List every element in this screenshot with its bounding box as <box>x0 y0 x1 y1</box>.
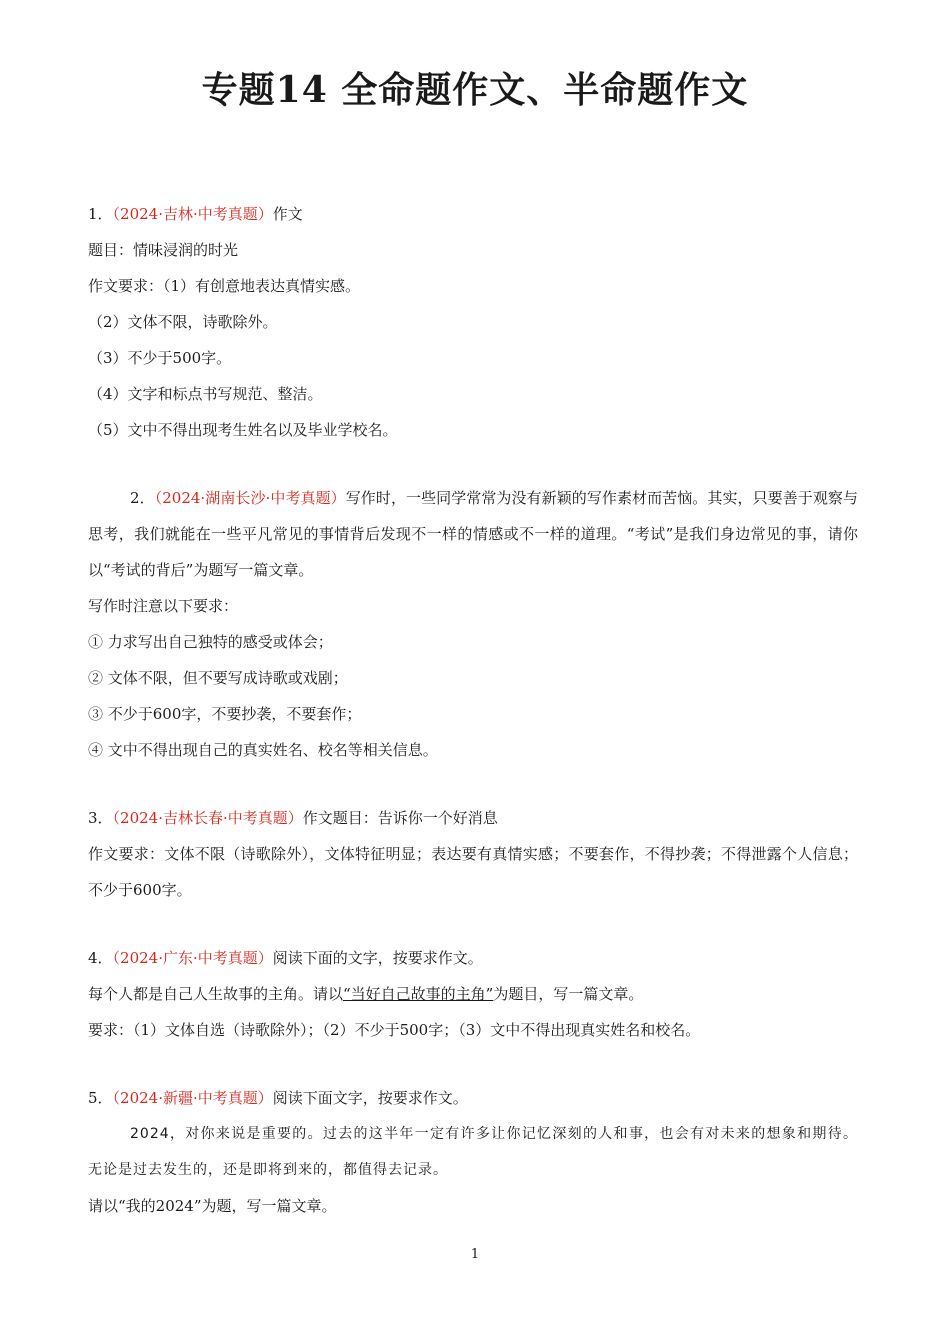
question-number: 4． <box>88 949 113 967</box>
question-header <box>88 480 858 588</box>
question-number: 2． <box>130 489 155 507</box>
question-line: ② 文体不限，但不要写成诗歌或戏剧； <box>88 669 348 687</box>
essay-title-underlined: “当好自己故事的主角” <box>343 985 494 1003</box>
question-header <box>88 196 858 232</box>
question-line: 题目：情味浸润的时光 <box>88 241 239 259</box>
question-requirements: 作文要求：文体不限（诗歌除外），文体特征明显；表达要有真情实感；不要套作，不得抄袭；不得泄露个人信息；不少于600字。 <box>88 845 858 899</box>
question-line: （3）不少于500字。 <box>88 349 232 367</box>
question-material: 2024，对你来说是重要的。过去的这半年一定有许多让你记忆深刻的人和事，也会有对未来的想象和期待。无论是过去发生的，还是即将到来的，都值得去记录。 <box>88 1126 858 1178</box>
question-source: （2024·吉林长春·中考真题） <box>112 809 303 827</box>
question-source: （2024·广东·中考真题） <box>112 949 273 967</box>
question-line: （4）文字和标点书写规范、整洁。 <box>88 385 323 403</box>
question-line: （2）文体不限，诗歌除外。 <box>88 313 278 331</box>
question-header <box>88 1080 858 1116</box>
question-line: ④ 文中不得出现自己的真实姓名、校名等相关信息。 <box>88 741 438 759</box>
question-heading: 作文题目：告诉你一个好消息 <box>302 809 498 827</box>
question-4 <box>88 940 858 1048</box>
question-2 <box>88 480 858 768</box>
question-prompt: 每个人都是自己人生故事的主角。请以“当好自己故事的主角”为题目，写一篇文章。 <box>88 985 644 1003</box>
question-line: （5）文中不得出现考生姓名以及毕业学校名。 <box>88 421 398 439</box>
question-heading: 作文 <box>272 205 303 223</box>
question-heading: 阅读下面文字，按要求作文。 <box>272 1089 468 1107</box>
question-requirements: 要求：（1）文体自选（诗歌除外）；（2）不少于500字；（3）文中不得出现真实姓名和校名。 <box>88 1021 701 1039</box>
question-number: 1． <box>88 205 113 223</box>
question-5 <box>88 1080 858 1224</box>
question-source: （2024·湖南长沙·中考真题） <box>154 489 346 507</box>
question-heading: 写作时，一些同学常常为没有新颖的写作素材而苦恼。其实，只要善于观察与思考，我们就能在一些平凡常见的事情背后发现不一样的情感或不一样的道理。“考试”是我们身边常见的事，请你以“考试的背后”为题写一篇文章。 <box>88 489 858 579</box>
page-number: 1 <box>470 1247 480 1262</box>
question-header <box>88 800 858 836</box>
document-content <box>88 196 858 1256</box>
question-line: 写作时注意以下要求： <box>88 597 239 615</box>
question-1 <box>88 196 858 448</box>
question-source: （2024·吉林·中考真题） <box>112 205 273 223</box>
question-heading: 阅读下面的文字，按要求作文。 <box>272 949 483 967</box>
question-3 <box>88 800 858 908</box>
question-line: ① 力求写出自己独特的感受或体会； <box>88 633 333 651</box>
question-header <box>88 940 858 976</box>
question-number: 3． <box>88 809 113 827</box>
page-title: 专题14 全命题作文、半命题作文 <box>201 69 749 111</box>
question-line: 作文要求：（1）有创意地表达真情实感。 <box>88 277 361 295</box>
question-number: 5． <box>88 1089 113 1107</box>
question-source: （2024·新疆·中考真题） <box>112 1089 273 1107</box>
question-prompt: 请以“我的2024”为题，写一篇文章。 <box>88 1197 337 1215</box>
question-line: ③ 不少于600字，不要抄袭，不要套作； <box>88 705 362 723</box>
